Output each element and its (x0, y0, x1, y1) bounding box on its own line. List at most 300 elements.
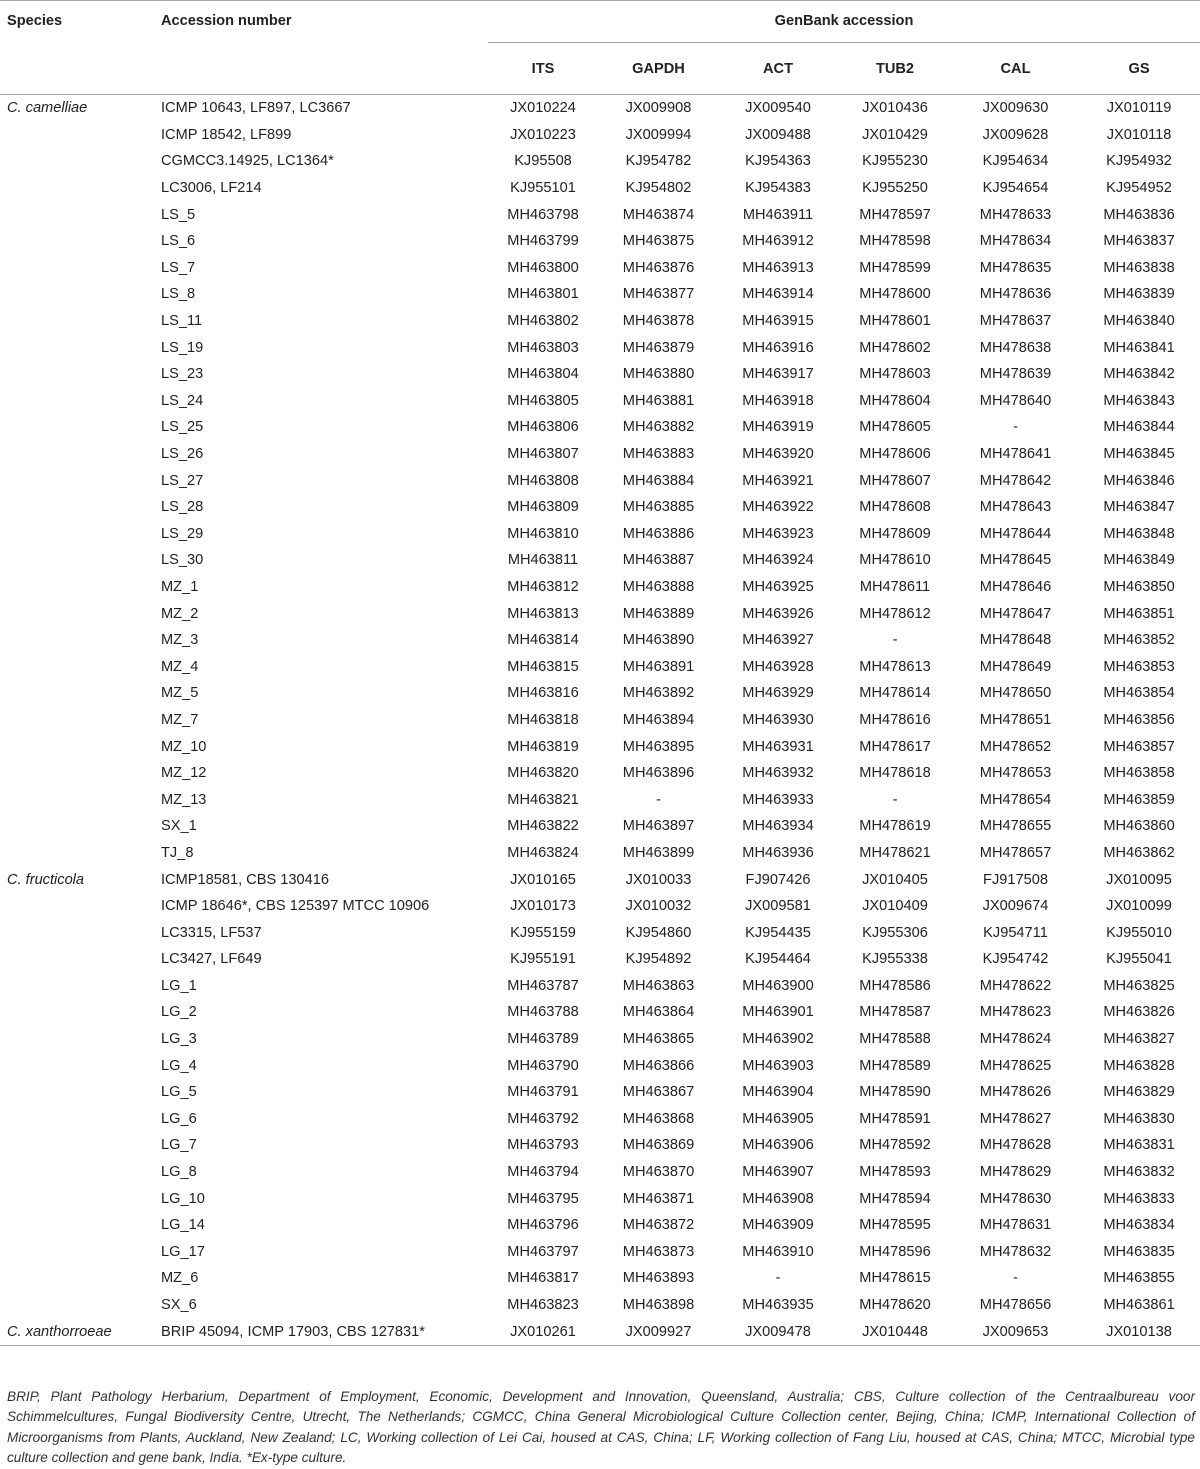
cal-cell: MH478654 (979, 791, 1052, 808)
its-cell: MH463811 (507, 552, 579, 569)
species-cell (0, 707, 152, 734)
act-cell: MH463906 (742, 1137, 814, 1154)
table-row (0, 600, 1200, 627)
species-cell (0, 308, 152, 335)
gapdh-cell: MH463875 (622, 233, 695, 250)
accession-cell: MZ_6 (161, 1270, 199, 1287)
act-cell: MH463903 (742, 1057, 814, 1074)
cal-cell: MH478644 (979, 525, 1052, 542)
accession-cell: LC3315, LF537 (161, 924, 262, 941)
table-row (0, 1318, 1200, 1345)
gs-cell: MH463829 (1103, 1084, 1175, 1101)
tub2-cell: MH478611 (859, 578, 931, 595)
table-row (0, 1026, 1200, 1053)
gs-cell: MH463844 (1103, 419, 1175, 436)
tub2-cell: JX010448 (837, 1318, 953, 1345)
tub2-cell: MH478595 (859, 1217, 931, 1234)
gapdh-cell: JX009908 (625, 100, 692, 117)
accession-cell: LS_29 (161, 525, 204, 542)
tub2-cell: JX010405 (862, 871, 928, 888)
its-cell: JX010261 (488, 1318, 598, 1345)
act-cell: MH463925 (742, 578, 814, 595)
species-cell: C. camelliae (7, 100, 88, 117)
tub2-cell: MH478621 (859, 844, 931, 861)
act-cell: MH463930 (742, 711, 814, 728)
tub2-cell: KJ955230 (862, 153, 928, 170)
species-cell (0, 680, 152, 707)
its-cell: MH463805 (507, 392, 579, 409)
table-row (0, 521, 1200, 548)
cal-cell: KJ954742 (982, 951, 1049, 968)
cal-cell: KJ954654 (982, 180, 1049, 197)
header-gs: GS (1078, 43, 1200, 95)
act-cell: MH463908 (742, 1190, 814, 1207)
accession-cell: LG_7 (161, 1137, 197, 1154)
act-cell: FJ907426 (745, 871, 811, 888)
accession-cell: LC3427, LF649 (161, 951, 262, 968)
gs-cell: MH463858 (1103, 765, 1175, 782)
cal-cell: MH478633 (979, 206, 1052, 223)
species-cell (0, 600, 152, 627)
species-cell (0, 893, 152, 920)
gapdh-cell: MH463866 (622, 1057, 695, 1074)
tub2-cell: MH478602 (859, 339, 931, 356)
accession-cell: LS_6 (161, 233, 196, 250)
species-cell (0, 973, 152, 1000)
gapdh-cell: KJ954892 (625, 951, 692, 968)
accession-cell: ICMP 18646*, CBS 125397 MTCC 10906 (161, 898, 430, 915)
species-cell: C. xanthorroeae (0, 1318, 152, 1345)
its-cell: MH463809 (507, 499, 579, 516)
species-cell (0, 760, 152, 787)
table-header (0, 1, 1200, 95)
species-cell (0, 1212, 152, 1239)
table-row (0, 281, 1200, 308)
table-row (0, 999, 1200, 1026)
gs-cell: JX010118 (1106, 126, 1172, 143)
gapdh-cell: MH463864 (622, 1004, 695, 1021)
species-cell (0, 653, 152, 680)
accession-cell: LS_23 (161, 366, 204, 383)
species-cell (0, 228, 152, 255)
tub2-cell: MH478606 (859, 446, 931, 463)
cal-cell: MH478640 (979, 392, 1052, 409)
gapdh-cell: MH463897 (622, 818, 695, 835)
its-cell: MH463812 (507, 578, 579, 595)
its-cell: MH463806 (507, 419, 579, 436)
its-cell: MH463795 (507, 1190, 579, 1207)
act-cell: JX009581 (745, 898, 811, 915)
tub2-cell: MH478605 (859, 419, 931, 436)
accession-cell: LS_25 (161, 419, 204, 436)
its-cell: MH463822 (507, 818, 579, 835)
table-row (0, 733, 1200, 760)
tub2-cell: MH478588 (859, 1031, 931, 1048)
act-cell: KJ954383 (745, 180, 811, 197)
act-cell: MH463929 (742, 685, 814, 702)
tub2-cell: MH478616 (859, 711, 931, 728)
gs-cell: KJ955010 (1106, 924, 1172, 941)
gs-cell: MH463851 (1103, 605, 1175, 622)
accession-cell: MZ_7 (161, 711, 199, 728)
table-row (0, 1239, 1200, 1266)
act-cell: MH463919 (742, 419, 814, 436)
tub2-cell: MH478592 (859, 1137, 931, 1154)
cal-cell: - (1013, 1270, 1018, 1287)
its-cell: MH463808 (507, 472, 579, 489)
header-blank (152, 43, 488, 95)
gs-cell: MH463826 (1103, 1004, 1175, 1021)
cal-cell: MH478622 (979, 977, 1052, 994)
act-cell: - (775, 1270, 781, 1287)
tub2-cell: MH478586 (859, 977, 931, 994)
tub2-cell: JX010436 (862, 100, 928, 117)
gs-cell: MH463843 (1103, 392, 1175, 409)
table-row (0, 95, 1200, 122)
accession-cell: LG_14 (161, 1217, 205, 1234)
tub2-cell: MH478620 (859, 1297, 931, 1314)
table-row (0, 1106, 1200, 1133)
gs-cell: KJ954952 (1106, 180, 1172, 197)
gs-cell: MH463859 (1103, 791, 1175, 808)
species-cell (0, 414, 152, 441)
gs-cell: MH463839 (1103, 286, 1175, 303)
gs-cell: MH463830 (1103, 1110, 1175, 1127)
table-row (0, 547, 1200, 574)
tub2-cell: MH478590 (859, 1084, 931, 1101)
cal-cell: FJ917508 (983, 871, 1048, 888)
accession-cell: TJ_8 (161, 844, 194, 861)
gs-cell: KJ954932 (1106, 153, 1172, 170)
accession-cell: ICMP 18542, LF899 (161, 126, 292, 143)
act-cell: MH463907 (742, 1164, 814, 1181)
accession-cell: SX_6 (161, 1297, 197, 1314)
gapdh-cell: MH463867 (622, 1084, 695, 1101)
gs-cell: MH463836 (1103, 206, 1175, 223)
its-cell: MH463814 (507, 632, 579, 649)
accession-cell: LS_30 (161, 552, 204, 569)
its-cell: MH463815 (507, 658, 579, 675)
species-cell (0, 547, 152, 574)
cal-cell: MH478631 (979, 1217, 1052, 1234)
act-cell: MH463923 (742, 525, 814, 542)
cal-cell: MH478648 (979, 632, 1052, 649)
act-cell: MH463935 (742, 1297, 814, 1314)
cal-cell: JX009653 (953, 1318, 1078, 1345)
gapdh-cell: KJ954802 (625, 180, 692, 197)
act-cell: MH463904 (742, 1084, 814, 1101)
tub2-cell: MH478593 (859, 1164, 931, 1181)
accession-cell: MZ_12 (161, 765, 207, 782)
header-act: ACT (719, 43, 837, 95)
accession-cell: LS_8 (161, 286, 196, 303)
gapdh-cell: MH463884 (622, 472, 695, 489)
accession-cell: LS_11 (161, 313, 203, 330)
species-cell (0, 388, 152, 415)
gapdh-cell: MH463871 (622, 1190, 695, 1207)
gapdh-cell: MH463893 (622, 1270, 695, 1287)
gs-cell: MH463832 (1103, 1164, 1175, 1181)
gapdh-cell: MH463896 (622, 765, 695, 782)
species-cell (0, 441, 152, 468)
gapdh-cell: MH463898 (622, 1297, 695, 1314)
table-row (0, 813, 1200, 840)
its-cell: MH463813 (507, 605, 579, 622)
species-cell (0, 1132, 152, 1159)
table-row (0, 334, 1200, 361)
species-cell (0, 574, 152, 601)
cal-cell: MH478632 (979, 1243, 1052, 1260)
tub2-cell: MH478617 (859, 738, 931, 755)
table-row (0, 866, 1200, 893)
species-cell (0, 281, 152, 308)
tub2-cell: MH478618 (859, 765, 931, 782)
gapdh-cell: JX009994 (625, 126, 692, 143)
gapdh-cell: MH463865 (622, 1031, 695, 1048)
tub2-cell: KJ955338 (862, 951, 928, 968)
its-cell: MH463823 (507, 1297, 579, 1314)
table-row (0, 919, 1200, 946)
header-tub2: TUB2 (837, 43, 953, 95)
table-row (0, 946, 1200, 973)
act-cell: MH463928 (742, 658, 814, 675)
tub2-cell: MH478599 (859, 259, 931, 276)
gapdh-cell: MH463892 (622, 685, 695, 702)
accession-cell: LS_19 (161, 339, 204, 356)
its-cell: JX010223 (510, 126, 576, 143)
its-cell: MH463803 (507, 339, 579, 356)
cal-cell: MH478643 (979, 499, 1052, 516)
cal-cell: MH478629 (979, 1164, 1052, 1181)
table-body (0, 95, 1200, 1346)
table-row (0, 122, 1200, 149)
gs-cell: MH463833 (1103, 1190, 1175, 1207)
cal-cell: MH478638 (979, 339, 1052, 356)
cal-cell: MH478655 (979, 818, 1052, 835)
tub2-cell: MH478615 (859, 1270, 931, 1287)
table-row (0, 308, 1200, 335)
gapdh-cell: MH463881 (622, 392, 695, 409)
cal-cell: MH478627 (979, 1110, 1052, 1127)
gs-cell: MH463852 (1103, 632, 1175, 649)
tub2-cell: MH478594 (859, 1190, 931, 1207)
cal-cell: MH478653 (979, 765, 1052, 782)
tub2-cell: - (892, 791, 898, 808)
its-cell: MH463801 (507, 286, 579, 303)
gs-cell: MH463850 (1103, 578, 1175, 595)
species-cell (0, 1185, 152, 1212)
cal-cell: MH478628 (979, 1137, 1052, 1154)
table-row (0, 1079, 1200, 1106)
accession-cell: LG_3 (161, 1031, 197, 1048)
gapdh-cell: MH463888 (622, 578, 695, 595)
species-cell (0, 840, 152, 867)
gs-cell: MH463828 (1103, 1057, 1175, 1074)
accession-cell: LG_1 (161, 977, 197, 994)
its-cell: JX010173 (510, 898, 576, 915)
species-cell (0, 1159, 152, 1186)
cal-cell: MH478656 (979, 1297, 1052, 1314)
act-cell: MH463911 (742, 206, 814, 223)
gapdh-cell: MH463885 (622, 499, 695, 516)
accession-cell: MZ_10 (161, 738, 207, 755)
cal-cell: MH478624 (979, 1031, 1052, 1048)
accession-cell: MZ_5 (161, 685, 199, 702)
its-cell: KJ955101 (510, 180, 576, 197)
its-cell: MH463794 (507, 1164, 579, 1181)
table-footnote: BRIP, Plant Pathology Herbarium, Department of Employment, Economic, Development and Innovation, Queensland, Australia; CBS, Culture collection of the Centraalbureau voor Schimmelcultures, Fungal Biodiversity Centre, Utrecht, The Netherlands; CGMCC, China General Microbiological Culture Collection center, Bejing, China; ICMP, International Collection of Microorganisms from Plants, Auckland, New Zealand; LC, Working collection of Lei Cai, housed at CAS, China; LF, Working collection of Fang Liu, housed at CAS, China; MTCC, Microbial type culture collection and gene bank, India. *Ex-type culture. (7, 1388, 1195, 1466)
tub2-cell: - (892, 632, 898, 649)
act-cell: MH463901 (742, 1004, 814, 1021)
cal-cell: KJ954711 (983, 924, 1048, 941)
act-cell: MH463934 (742, 818, 814, 835)
accession-cell: BRIP 45094, ICMP 17903, CBS 127831* (152, 1318, 488, 1345)
table-row (0, 840, 1200, 867)
gapdh-cell: - (656, 791, 661, 808)
its-cell: MH463804 (507, 366, 579, 383)
tub2-cell: MH478601 (859, 313, 931, 330)
cal-cell: MH478630 (979, 1190, 1052, 1207)
accession-cell: LG_5 (161, 1084, 197, 1101)
act-cell: MH463918 (742, 392, 814, 409)
act-cell: MH463921 (742, 472, 814, 489)
table-row (0, 201, 1200, 228)
table-row (0, 255, 1200, 282)
species-cell (0, 255, 152, 282)
species-cell: C. fructicola (7, 871, 85, 888)
tub2-cell: MH478608 (859, 499, 931, 516)
table-row (0, 627, 1200, 654)
gapdh-cell: MH463883 (622, 446, 695, 463)
act-cell: MH463909 (742, 1217, 814, 1234)
table-row (0, 414, 1200, 441)
table-row (0, 1265, 1200, 1292)
gapdh-cell: MH463876 (622, 259, 695, 276)
tub2-cell: MH478597 (859, 206, 931, 223)
its-cell: KJ95508 (514, 153, 572, 170)
cal-cell: MH478657 (979, 844, 1052, 861)
cal-cell: MH478645 (979, 552, 1052, 569)
accession-cell: LS_28 (161, 499, 204, 516)
act-cell: MH463926 (742, 605, 814, 622)
its-cell: MH463796 (507, 1217, 579, 1234)
tub2-cell: MH478609 (859, 525, 931, 542)
its-cell: MH463821 (507, 791, 579, 808)
act-cell: MH463913 (742, 259, 814, 276)
its-cell: KJ955191 (510, 951, 576, 968)
tub2-cell: MH478600 (859, 286, 931, 303)
cal-cell: JX009674 (982, 898, 1049, 915)
tub2-cell: MH478603 (859, 366, 931, 383)
gs-cell: MH463862 (1103, 844, 1175, 861)
table-row (0, 707, 1200, 734)
act-cell: MH463900 (742, 977, 814, 994)
cal-cell: - (1013, 419, 1018, 436)
act-cell: MH463933 (742, 791, 814, 808)
tub2-cell: MH478612 (859, 605, 931, 622)
cal-cell: MH478650 (979, 685, 1052, 702)
species-cell (0, 627, 152, 654)
accession-cell: LG_10 (161, 1190, 205, 1207)
its-cell: MH463797 (507, 1243, 579, 1260)
gs-cell: MH463853 (1103, 658, 1175, 675)
species-cell (0, 334, 152, 361)
gapdh-cell: MH463895 (622, 738, 695, 755)
cal-cell: MH478651 (979, 711, 1052, 728)
gapdh-cell: MH463891 (622, 658, 695, 675)
act-cell: MH463902 (742, 1031, 814, 1048)
gs-cell: MH463846 (1103, 472, 1175, 489)
gapdh-cell: MH463879 (622, 339, 695, 356)
gs-cell: MH463854 (1103, 685, 1175, 702)
tub2-cell: MH478596 (859, 1243, 931, 1260)
cal-cell: MH478636 (979, 286, 1052, 303)
accession-cell: ICMP 10643, LF897, LC3667 (161, 100, 351, 117)
tub2-cell: KJ955306 (862, 924, 928, 941)
accession-cell: ICMP18581, CBS 130416 (161, 871, 329, 888)
act-cell: MH463910 (742, 1243, 814, 1260)
gapdh-cell: MH463880 (622, 366, 695, 383)
act-cell: MH463912 (742, 233, 814, 250)
gs-cell: JX010138 (1078, 1318, 1200, 1345)
its-cell: MH463787 (507, 977, 579, 994)
cal-cell: JX009628 (982, 126, 1049, 143)
its-cell: MH463818 (507, 711, 579, 728)
gs-cell: MH463849 (1103, 552, 1175, 569)
gapdh-cell: MH463869 (622, 1137, 695, 1154)
gapdh-cell: KJ954860 (625, 924, 692, 941)
table-row (0, 973, 1200, 1000)
tub2-cell: MH478607 (859, 472, 931, 489)
act-cell: MH463936 (742, 844, 814, 861)
gs-cell: MH463834 (1103, 1217, 1175, 1234)
tub2-cell: MH478613 (859, 658, 931, 675)
table-row (0, 148, 1200, 175)
its-cell: JX010224 (510, 100, 576, 117)
cal-cell: MH478623 (979, 1004, 1052, 1021)
species-cell (0, 361, 152, 388)
act-cell: MH463922 (742, 499, 814, 516)
accession-cell: LG_17 (161, 1243, 205, 1260)
gapdh-cell: MH463887 (622, 552, 695, 569)
gs-cell: MH463837 (1103, 233, 1175, 250)
species-cell (0, 1265, 152, 1292)
its-cell: MH463791 (507, 1084, 579, 1101)
accession-cell: LS_7 (161, 259, 196, 276)
cal-cell: MH478647 (979, 605, 1052, 622)
accession-cell: LG_6 (161, 1110, 197, 1127)
gapdh-cell: MH463890 (622, 632, 695, 649)
species-cell (0, 919, 152, 946)
gs-cell: JX010099 (1106, 898, 1172, 915)
act-cell: JX009478 (719, 1318, 837, 1345)
header-genbank-accession: GenBank accession (488, 1, 1200, 43)
gs-cell: KJ955041 (1106, 951, 1172, 968)
its-cell: MH463817 (507, 1270, 579, 1287)
table-row (0, 653, 1200, 680)
cal-cell: MH478634 (979, 233, 1052, 250)
species-cell (0, 521, 152, 548)
gs-cell: MH463861 (1103, 1297, 1175, 1314)
its-cell: MH463789 (507, 1031, 579, 1048)
gs-cell: MH463831 (1103, 1137, 1175, 1154)
act-cell: MH463914 (742, 286, 814, 303)
cal-cell: MH478637 (979, 313, 1052, 330)
species-cell (0, 201, 152, 228)
species-cell (0, 148, 152, 175)
accession-cell: LG_8 (161, 1164, 197, 1181)
its-cell: JX010165 (510, 871, 576, 888)
